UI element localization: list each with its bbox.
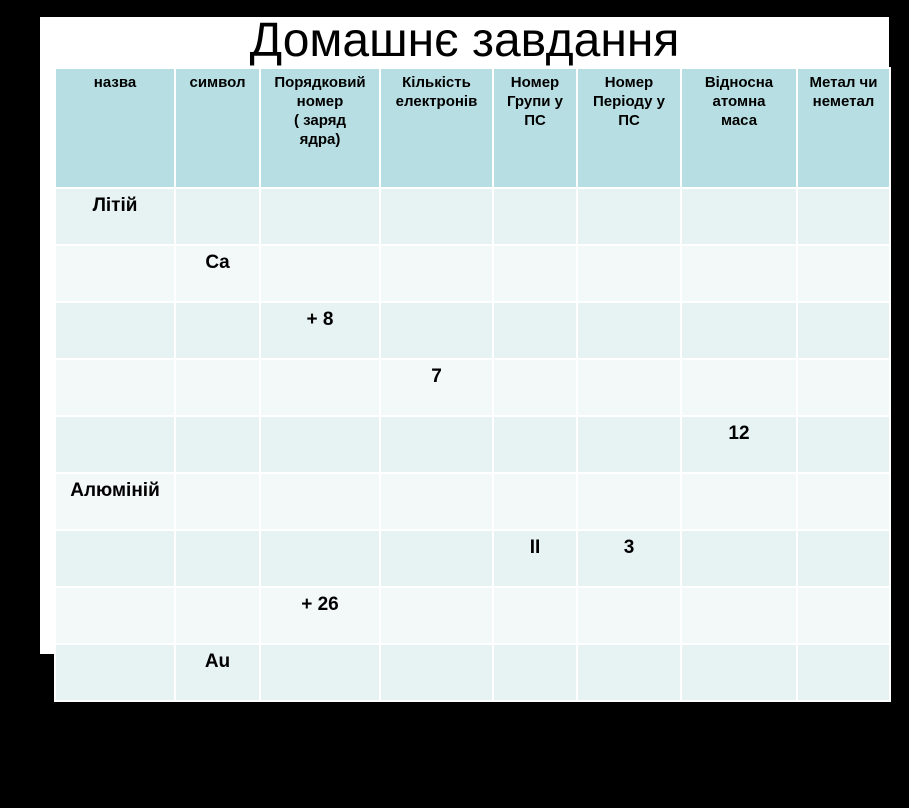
cell-period-number [577, 473, 681, 530]
slide-title: Домашнє завдання [249, 14, 680, 67]
cell-electron-count [380, 473, 493, 530]
cell-name [55, 530, 175, 587]
header-symbol: символ [175, 68, 260, 188]
cell-electron-count [380, 644, 493, 701]
cell-atomic-number [260, 644, 380, 701]
cell-metal-or-nonmetal [797, 416, 890, 473]
cell-symbol [175, 416, 260, 473]
cell-electron-count [380, 302, 493, 359]
cell-atomic-number [260, 530, 380, 587]
cell-group-number [493, 644, 577, 701]
cell-electron-count: 7 [380, 359, 493, 416]
header-atomic-number: Порядковий номер ( заряд ядра) [260, 68, 380, 188]
table-row [55, 188, 890, 245]
table-row [55, 644, 890, 701]
table-row [55, 359, 890, 416]
cell-atomic-number: + 8 [260, 302, 380, 359]
cell-symbol [175, 530, 260, 587]
cell-metal-or-nonmetal [797, 245, 890, 302]
slide [40, 14, 889, 672]
cell-name: Алюміній [55, 473, 175, 530]
cell-atomic-mass [681, 587, 797, 644]
cell-symbol [175, 188, 260, 245]
cell-metal-or-nonmetal [797, 587, 890, 644]
cell-name [55, 587, 175, 644]
cell-electron-count [380, 245, 493, 302]
cell-electron-count [380, 530, 493, 587]
cell-name [55, 416, 175, 473]
cell-metal-or-nonmetal [797, 188, 890, 245]
cell-period-number [577, 416, 681, 473]
cell-atomic-number: + 26 [260, 587, 380, 644]
header-atomic-mass: Відносна атомна маса [681, 68, 797, 188]
cell-symbol: Ca [175, 245, 260, 302]
cell-symbol [175, 587, 260, 644]
table-header-row [55, 68, 890, 188]
cell-atomic-mass [681, 644, 797, 701]
cell-name [55, 302, 175, 359]
cell-atomic-mass [681, 473, 797, 530]
cell-group-number [493, 359, 577, 416]
cell-group-number [493, 587, 577, 644]
cell-symbol [175, 473, 260, 530]
cell-metal-or-nonmetal [797, 530, 890, 587]
cell-name [55, 245, 175, 302]
cell-atomic-mass [681, 302, 797, 359]
cell-name [55, 644, 175, 701]
cell-group-number: II [493, 530, 577, 587]
cell-group-number [493, 188, 577, 245]
cell-atomic-number [260, 188, 380, 245]
cell-period-number [577, 587, 681, 644]
header-metal-or-nonmetal: Метал чи неметал [797, 68, 890, 188]
cell-period-number [577, 302, 681, 359]
table-row [55, 416, 890, 473]
cell-electron-count [380, 188, 493, 245]
cell-electron-count [380, 587, 493, 644]
cell-electron-count [380, 416, 493, 473]
cell-atomic-number [260, 359, 380, 416]
cell-metal-or-nonmetal [797, 644, 890, 701]
cell-group-number [493, 302, 577, 359]
cell-atomic-number [260, 245, 380, 302]
cell-metal-or-nonmetal [797, 302, 890, 359]
cell-atomic-mass [681, 188, 797, 245]
cell-period-number [577, 245, 681, 302]
table-row [55, 530, 890, 587]
homework-table [54, 67, 891, 702]
cell-period-number [577, 359, 681, 416]
header-group-number: Номер Групи у ПС [493, 68, 577, 188]
cell-symbol [175, 302, 260, 359]
cell-atomic-number [260, 416, 380, 473]
cell-atomic-mass [681, 359, 797, 416]
header-electron-count: Кількість електронів [380, 68, 493, 188]
cell-group-number [493, 416, 577, 473]
cell-metal-or-nonmetal [797, 359, 890, 416]
table-row [55, 302, 890, 359]
table-row [55, 245, 890, 302]
cell-name [55, 359, 175, 416]
cell-atomic-mass [681, 245, 797, 302]
cell-period-number: 3 [577, 530, 681, 587]
cell-period-number [577, 644, 681, 701]
cell-group-number [493, 245, 577, 302]
header-period-number: Номер Періоду у ПС [577, 68, 681, 188]
cell-atomic-mass: 12 [681, 416, 797, 473]
cell-atomic-number [260, 473, 380, 530]
header-name: назва [55, 68, 175, 188]
cell-metal-or-nonmetal [797, 473, 890, 530]
cell-name: Літій [55, 188, 175, 245]
cell-symbol [175, 359, 260, 416]
table-row [55, 587, 890, 644]
cell-group-number [493, 473, 577, 530]
cell-symbol: Au [175, 644, 260, 701]
cell-period-number [577, 188, 681, 245]
table-row [55, 473, 890, 530]
cell-atomic-mass [681, 530, 797, 587]
